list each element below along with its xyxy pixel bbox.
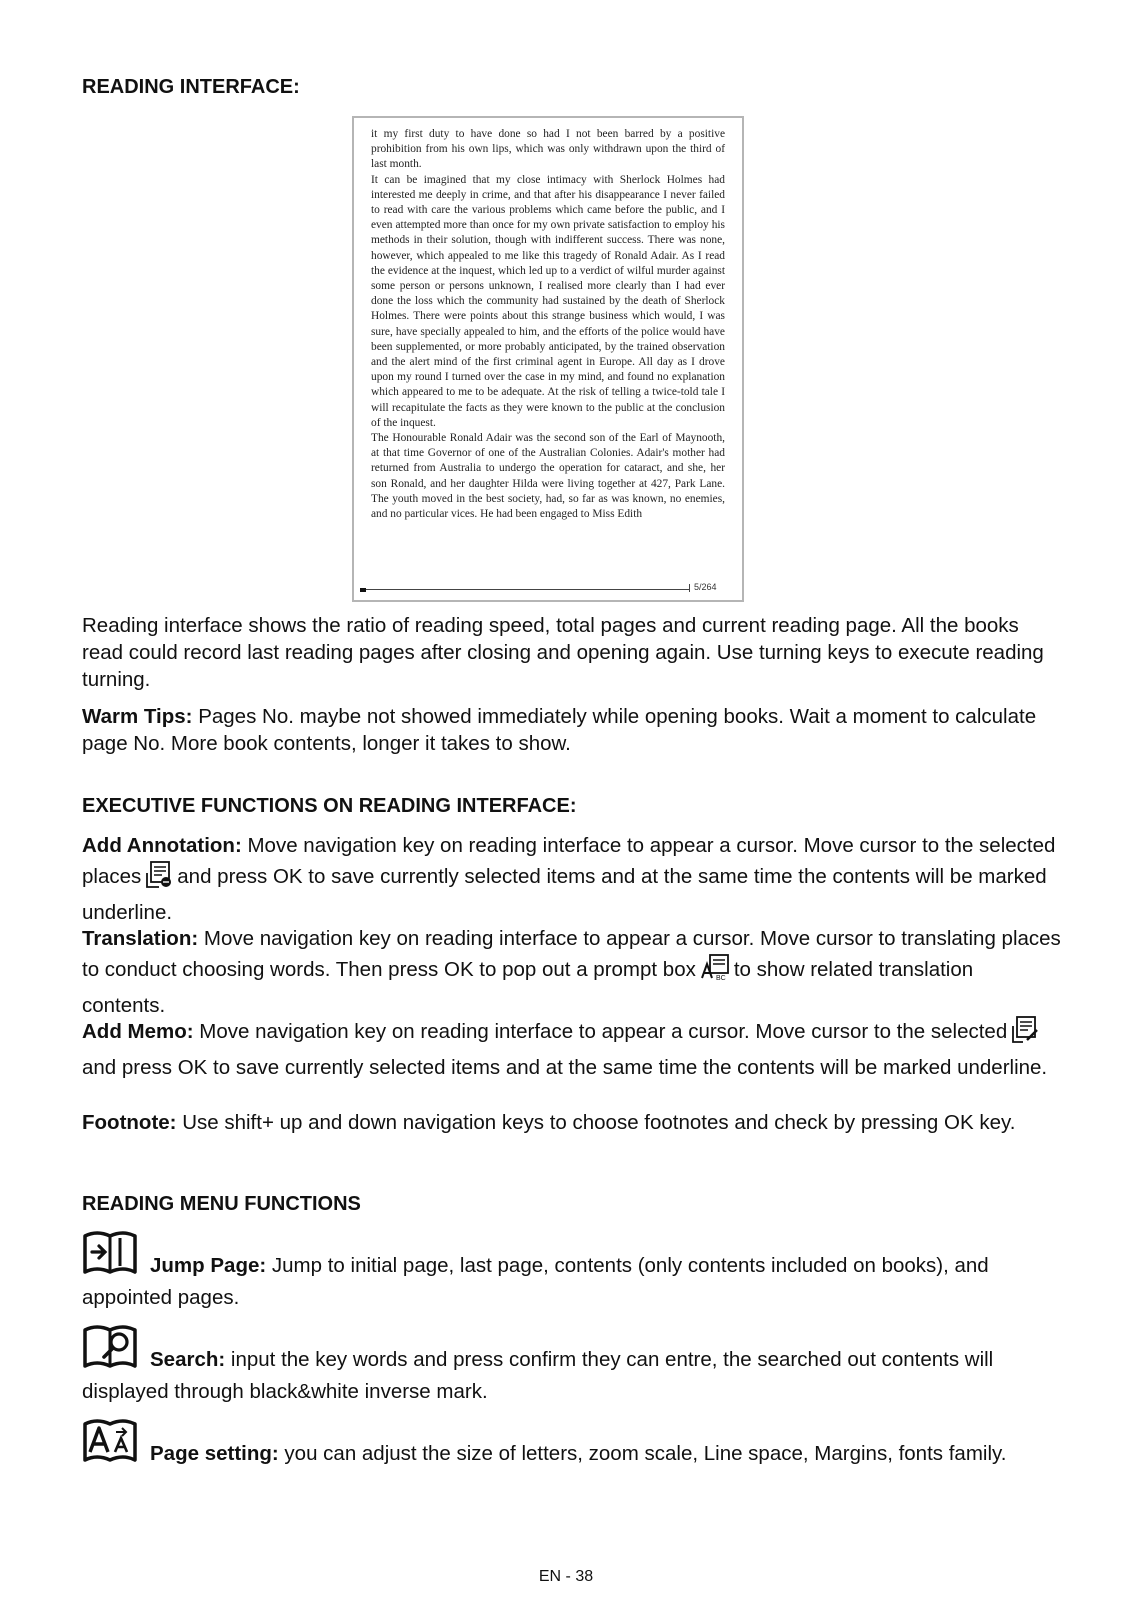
page-indicator: 5/264 bbox=[694, 582, 717, 592]
warm-tips-text: Pages No. maybe not showed immediately while opening books. Wait a moment to calculate page No. More book contents, longer it takes to show. bbox=[82, 705, 1037, 755]
reading-progress-bar bbox=[360, 588, 690, 592]
jump-page-text: Jump to initial page, last page, contents (only contents included on books), and appointed pages. bbox=[82, 1254, 989, 1309]
progress-end-marker bbox=[689, 584, 690, 592]
progress-track bbox=[360, 589, 690, 590]
warm-tips-paragraph bbox=[82, 703, 1062, 757]
jump-page-paragraph bbox=[82, 1228, 1062, 1312]
translation-text-b: to show related translation contents. bbox=[82, 958, 974, 1017]
reading-interface-description: Reading interface shows the ratio of reading speed, total pages and current reading page. All the books read could record last reading pages after closing and opening again. Use turning keys to execute reading turning. bbox=[82, 614, 1044, 691]
translation-icon bbox=[700, 954, 730, 991]
memo-icon bbox=[1011, 1016, 1039, 1053]
search-book-icon bbox=[82, 1322, 138, 1378]
footnote-label: Footnote: bbox=[82, 1111, 177, 1134]
search-paragraph bbox=[82, 1322, 1062, 1406]
search-text: input the key words and press confirm they can entre, the searched out contents will displayed through black&white inverse mark. bbox=[82, 1348, 994, 1403]
add-annotation-paragraph bbox=[82, 831, 1062, 928]
page-setting-text: you can adjust the size of letters, zoom scale, Line space, Margins, fonts family. bbox=[278, 1442, 1007, 1465]
heading-reading-menu-functions: READING MENU FUNCTIONS bbox=[82, 1193, 361, 1215]
heading-reading-interface: READING INTERFACE: bbox=[82, 76, 300, 98]
svg-text:BC: BC bbox=[715, 975, 726, 982]
page-setting-label: Page setting: bbox=[150, 1442, 279, 1465]
annotation-text-b: and press OK to save currently selected items and at the same time the contents will be marked underline. bbox=[82, 865, 1047, 924]
heading-executive-functions: EXECUTIVE FUNCTIONS ON READING INTERFACE: bbox=[82, 795, 577, 817]
translation-label: Translation: bbox=[82, 927, 199, 950]
annotation-label: Add Annotation: bbox=[82, 834, 242, 857]
annotation-icon bbox=[145, 861, 173, 898]
memo-text-a: Move navigation key on reading interface to appear a cursor. Move cursor to the selected bbox=[193, 1020, 1008, 1043]
page-setting-icon bbox=[82, 1416, 138, 1472]
add-memo-paragraph bbox=[82, 1016, 1062, 1083]
jump-page-label: Jump Page: bbox=[150, 1254, 267, 1277]
annotation-text-a: Move navigation key on reading interface to appear a cursor. Move cursor to the selected places bbox=[82, 834, 1056, 888]
footnote-text: Use shift+ up and down navigation keys to choose footnotes and check by pressing OK key. bbox=[176, 1111, 1016, 1134]
footnote-paragraph bbox=[82, 1109, 1062, 1136]
translation-paragraph bbox=[82, 924, 1062, 1021]
reader-text: it my first duty to have done so had I not been barred by a positive prohibition from his own lips, which was only withdrawn upon the third of last month. It can be imagined that my close intimacy with Sherlock Holmes had interested me deeply in crime, and that after his disappearance I never failed to read with care the various problems which came before the public, and I even attempted more than once for my own private satisfaction to employ his methods in their solution, though with indifferent success. There was none, however, which appealed to me like this tragedy of Ronald Adair. As I read the evidence at the inquest, which led up to a verdict of wilful murder against some person or persons unknown, I realised more clearly than I had ever done the loss which the community had sustained by the death of Sherlock Holmes. There were points about this strange business which would, I was sure, have specially appealed to him, and the efforts of the police would have been supplemented, or more probably anticipated, by the trained observation and the alert mind of the first criminal agent in Europe. All day as I drove upon my round I turned over the case in my mind, and found no explanation which appeared to me to be adequate. At the risk of telling a twice-told tale I will recapitulate the facts as they were known to the public at the conclusion of the inquest. The Honourable Ronald Adair was the second son of the Earl of Maynooth, at that time Governor of one of the Australian Colonies. Adair's mother had returned from Australia to undergo the operation for cataract, and she, her son Ronald, and her daughter Hilda were living together at 427, Park Lane. The youth moved in the best society, had, so far as was known, no enemies, and no particular vices. He had been engaged to Miss Edith bbox=[371, 128, 725, 521]
memo-text-b: and press OK to save currently selected items and at the same time the contents will be marked underline. bbox=[82, 1056, 1048, 1079]
memo-label: Add Memo: bbox=[82, 1020, 194, 1043]
translation-text-a: Move navigation key on reading interface to appear a cursor. Move cursor to translating places to conduct choosing words. Then press OK to pop out a prompt box bbox=[82, 927, 1061, 981]
page-setting-paragraph bbox=[82, 1416, 1062, 1472]
reader-screenshot bbox=[352, 116, 744, 602]
warm-tips-label: Warm Tips: bbox=[82, 705, 193, 728]
progress-fill bbox=[360, 588, 366, 592]
jump-page-icon bbox=[82, 1228, 138, 1284]
page-number-footer: EN - 38 bbox=[538, 1568, 594, 1585]
search-label: Search: bbox=[150, 1348, 226, 1371]
